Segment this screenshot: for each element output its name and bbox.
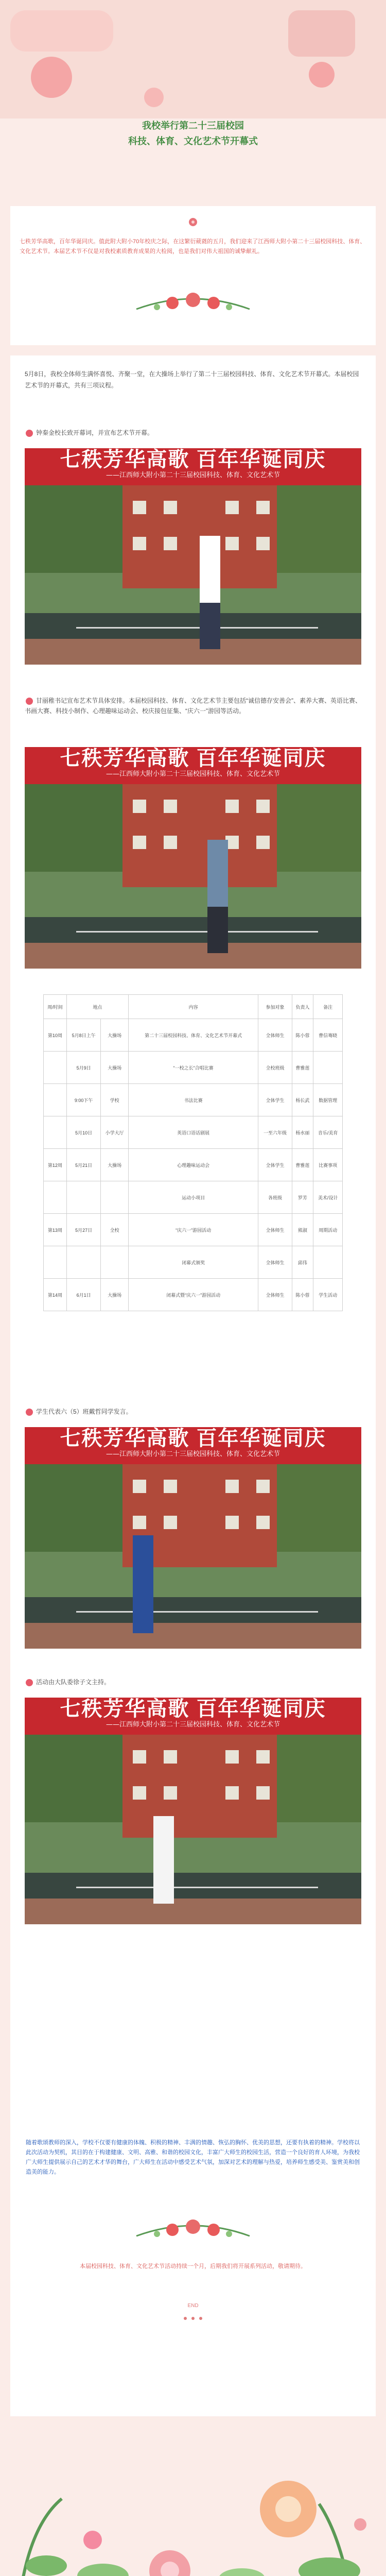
table-cell: 全校班级 — [258, 1052, 292, 1084]
table-cell: 大操场 — [101, 1052, 128, 1084]
table-cell: 第二十三届校园科技、体育、文化艺术节开幕式 — [128, 1019, 258, 1052]
flower-bullet-icon — [25, 1678, 34, 1687]
trees — [269, 485, 361, 573]
table-cell: 5月8日上午 — [66, 1019, 100, 1052]
photo-3 — [25, 1427, 361, 1649]
photo-banner — [25, 448, 361, 485]
table-cell: 周期活动 — [313, 1214, 343, 1246]
caption-1-text: 钟秦金校长致开幕词，并宣布艺术节开幕。 — [36, 429, 154, 436]
table-row — [44, 1116, 343, 1149]
table-cell: 杨长武 — [292, 1084, 313, 1116]
table-cell: 闭幕式颁奖 — [128, 1246, 258, 1279]
banner-small: ——江西师大附小第二十三届校园科技、体育、文化艺术节 — [106, 1450, 280, 1458]
table-cell — [66, 1246, 100, 1279]
table-cell — [44, 1246, 67, 1279]
table-header-row — [44, 995, 343, 1019]
table-row — [44, 1019, 343, 1052]
flower-divider-icon — [0, 216, 386, 230]
photo-banner — [25, 1427, 361, 1464]
table-header: 备注 — [313, 995, 343, 1019]
table-cell: 美术/设计 — [313, 1181, 343, 1214]
table-cell: 数据管理 — [313, 1084, 343, 1116]
speaker-legs — [207, 907, 228, 953]
table-cell — [101, 1246, 128, 1279]
caption-2 — [25, 696, 361, 716]
table-cell: 比赛事项 — [313, 1149, 343, 1181]
table-cell — [44, 1052, 67, 1084]
table-cell: 大操场 — [101, 1149, 128, 1181]
table-cell: 第14周 — [44, 1279, 67, 1311]
table-cell: 大操场 — [101, 1279, 128, 1311]
building — [122, 784, 277, 887]
photo-4 — [25, 1698, 361, 1924]
decor-block — [288, 10, 355, 57]
table-cell: 5月27日 — [66, 1214, 100, 1246]
table-cell: 5月10日 — [66, 1116, 100, 1149]
caption-3 — [25, 1406, 361, 1417]
building — [122, 1735, 277, 1838]
host-student — [153, 1816, 174, 1904]
trees — [269, 1735, 361, 1822]
table-row — [44, 1279, 343, 1311]
table-cell — [313, 1052, 343, 1084]
table-cell: 运动小项目 — [128, 1181, 258, 1214]
table-cell: 音乐/美育 — [313, 1116, 343, 1149]
table-cell: 全体学生 — [258, 1149, 292, 1181]
table-row — [44, 1084, 343, 1116]
banner-small: ——江西师大附小第二十三届校园科技、体育、文化艺术节 — [106, 1721, 280, 1728]
closing-wish: 本届校园科技、体育、文化艺术节活动持续一个月，后期我们将开展系列活动，敬请期待。 — [80, 2263, 306, 2269]
photo-banner — [25, 1698, 361, 1735]
table-cell: 5月9日 — [66, 1052, 100, 1084]
table-cell: 曹雅莲 — [292, 1149, 313, 1181]
table-cell — [44, 1116, 67, 1149]
trees — [25, 1735, 128, 1822]
table-cell: 全体学生 — [258, 1084, 292, 1116]
railing — [76, 1611, 318, 1613]
ground — [25, 1623, 361, 1649]
table-cell: 各班级 — [258, 1181, 292, 1214]
banner-big: 七秩芳华高歌 百年华诞同庆 — [60, 1427, 326, 1450]
table-header: 周/时间 — [44, 995, 67, 1019]
table-cell: 全校 — [101, 1214, 128, 1246]
banner-small: ——江西师大附小第二十三届校园科技、体育、文化艺术节 — [106, 471, 280, 479]
table-cell: “一校之长”合唱比赛 — [128, 1052, 258, 1084]
speaker-legs — [200, 603, 220, 649]
schedule-table — [43, 994, 343, 1311]
table-cell: 6月1日 — [66, 1279, 100, 1311]
decor-block — [10, 10, 113, 52]
table-cell — [44, 1181, 67, 1214]
table-row — [44, 1052, 343, 1084]
ground — [25, 639, 361, 665]
table-cell: 学生活动 — [313, 1279, 343, 1311]
trees — [269, 784, 361, 872]
table-cell: 曹信骞晓 — [313, 1019, 343, 1052]
table-cell: 一至六年级 — [258, 1116, 292, 1149]
caption-4 — [25, 1677, 361, 1687]
closing-text: 随着歌颂教师的深入，学校不仅要有健康的体魄、积极的精神、丰满的情趣、恢弘的胸怀、优美的思想，还要有执着的精神。学校将以此次活动为契机，其目的在于构建健康、文明、高雅、和谐的校园文化，丰富广大师生的校园生活，营造一个良好的育人环境，为我校广大师生提供展示自己的艺术才华的舞台，广大师生在活动中感受艺术气氛，加深对艺术的理解与热爱，培养师生感受美、鉴赏美和创造美的能力。 — [26, 2140, 360, 2175]
header-banner — [0, 0, 386, 118]
table-cell — [101, 1181, 128, 1214]
title-line2: 科技、体育、文化艺术节开幕式 — [128, 136, 258, 146]
table-cell: 闭幕式暨“庆六一”游园活动 — [128, 1279, 258, 1311]
table-cell: 英语口语话剧展 — [128, 1116, 258, 1149]
trees — [25, 485, 128, 573]
page-title — [0, 118, 386, 147]
caption-1 — [25, 428, 361, 438]
table-header: 内容 — [128, 995, 258, 1019]
trees — [269, 1464, 361, 1552]
table-cell: 全体师生 — [258, 1019, 292, 1052]
content-card — [10, 355, 376, 2416]
footer-flowers-icon — [0, 2421, 386, 2576]
caption-3-text: 学生代表六（5）班戴哲同学发言。 — [36, 1408, 132, 1415]
table-cell: 第10周 — [44, 1019, 67, 1052]
trees — [25, 784, 128, 872]
railing — [76, 1887, 318, 1888]
table-header: 地点 — [66, 995, 128, 1019]
flower-bullet-icon — [25, 429, 34, 438]
banner-big: 七秩芳华高歌 百年华诞同庆 — [60, 448, 326, 471]
table-cell: 大操场 — [101, 1019, 128, 1052]
table-cell — [44, 1084, 67, 1116]
table-cell: 小学大厅 — [101, 1116, 128, 1149]
table-cell: 邱伟 — [292, 1246, 313, 1279]
floral-divider-icon — [0, 2215, 386, 2248]
footer-decor — [0, 2421, 386, 2576]
photo-1 — [25, 448, 361, 665]
table-row — [44, 1214, 343, 1246]
trees — [25, 1464, 128, 1552]
opening-paragraph: 5月8日，我校全体师生满怀喜悦、齐聚一堂，在大操场上举行了第二十三届校园科技、体育、文化艺术节开幕式。本届校园艺术节的开幕式，共有三项议程。 — [25, 370, 359, 389]
table-cell: 书法比赛 — [128, 1084, 258, 1116]
table-cell: 心理趣味运动会 — [128, 1149, 258, 1181]
end-label: END — [187, 2303, 199, 2309]
flower-icon — [144, 88, 164, 107]
table-header: 参加对象 — [258, 995, 292, 1019]
banner-big: 七秩芳华高歌 百年华诞同庆 — [60, 1698, 326, 1720]
floral-divider-icon — [0, 289, 386, 321]
flower-icon — [309, 62, 335, 88]
intro-text: 七秩芳华高歌，百年华诞同庆。值此附大附小70年校庆之际，在这繁衍葳蕤的五月，我们迎来了江西师大附小第二十三届校园科技、体育、文化艺术节。本届艺术节不仅是对我校素质教育成果的大检阅，也是我们对伟大祖国的诚挚献礼。 — [20, 239, 366, 255]
table-cell — [66, 1181, 100, 1214]
table-header: 负责人 — [292, 995, 313, 1019]
table-cell: “庆六一”游园活动 — [128, 1214, 258, 1246]
table-cell — [313, 1246, 343, 1279]
table-row — [44, 1246, 343, 1279]
table-row — [44, 1181, 343, 1214]
table-cell: 第13周 — [44, 1214, 67, 1246]
railing — [76, 627, 318, 629]
table-cell: 5月21日 — [66, 1149, 100, 1181]
end-dots-icon — [0, 2313, 386, 2323]
ground — [25, 943, 361, 969]
table-row — [44, 1149, 343, 1181]
banner-small: ——江西师大附小第二十三届校园科技、体育、文化艺术节 — [106, 770, 280, 778]
photo-banner — [25, 747, 361, 784]
photo-2 — [25, 747, 361, 969]
caption-2-text: 甘丽稚书记宣布艺术节具体安排。本届校园科技、体育、文化艺术节主要包括“诚信德存安善会”、素养大赛、英语比赛、书画大赛、科技小制作、心理趣味运动会、校庆接包征集、“庆六一”游园等活动。 — [25, 697, 361, 715]
table-cell: 全体师生 — [258, 1279, 292, 1311]
table-cell: 全体师生 — [258, 1246, 292, 1279]
flower-bullet-icon — [25, 697, 34, 706]
railing — [76, 931, 318, 933]
table-cell: 熊淑 — [292, 1214, 313, 1246]
speaker — [207, 840, 228, 907]
flower-bullet-icon — [25, 1408, 34, 1417]
table-cell: 曹雅莲 — [292, 1052, 313, 1084]
table-cell: 陈小蓉 — [292, 1019, 313, 1052]
ground — [25, 1899, 361, 1924]
table-cell: 9:00下午 — [66, 1084, 100, 1116]
table-cell: 学校 — [101, 1084, 128, 1116]
table-cell: 全体师生 — [258, 1214, 292, 1246]
table-cell: 陈小蓉 — [292, 1279, 313, 1311]
banner-big: 七秩芳华高歌 百年华诞同庆 — [60, 747, 326, 770]
title-line1: 我校举行第二十三届校园 — [142, 121, 244, 131]
table-cell: 第12周 — [44, 1149, 67, 1181]
student-speaker — [133, 1535, 153, 1633]
caption-4-text: 活动由大队委徐子文主持。 — [36, 1679, 111, 1686]
table-cell: 杨水丽 — [292, 1116, 313, 1149]
flower-icon — [31, 57, 72, 98]
table-cell: 罗芳 — [292, 1181, 313, 1214]
